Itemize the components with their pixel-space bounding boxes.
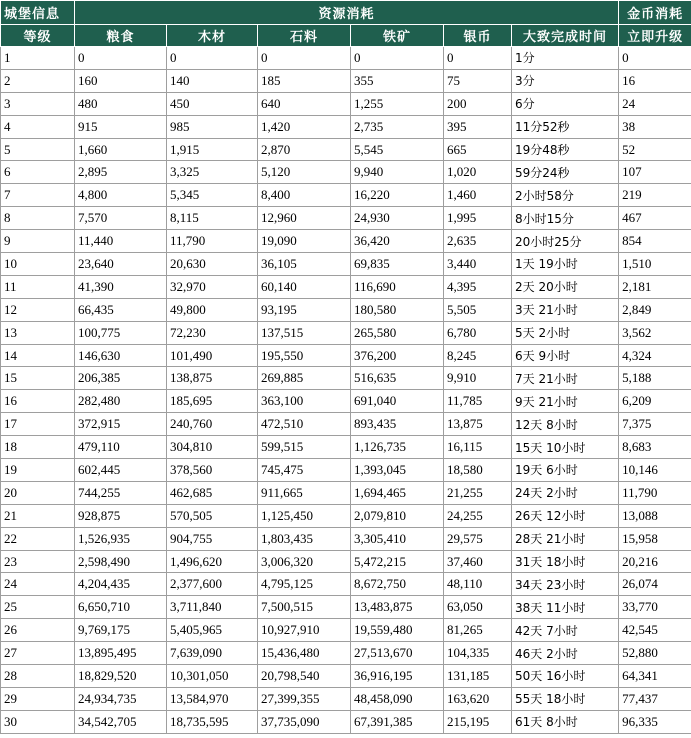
cell-wood: 11,790 [167, 230, 258, 253]
cell-level: 27 [1, 642, 75, 665]
cell-gold: 467 [619, 207, 691, 230]
cell-wood: 240,760 [167, 413, 258, 436]
table-row [1, 436, 691, 459]
cell-silver: 1,460 [444, 184, 512, 207]
cell-silver: 4,395 [444, 275, 512, 298]
cell-iron: 69,835 [351, 253, 444, 276]
cell-level: 21 [1, 504, 75, 527]
cell-iron: 8,672,750 [351, 573, 444, 596]
cell-time: 20小时25分 [512, 230, 619, 253]
cell-level: 22 [1, 527, 75, 550]
cell-food: 744,255 [75, 481, 167, 504]
cell-stone: 185 [258, 69, 351, 92]
cell-wood: 8,115 [167, 207, 258, 230]
cell-time: 6分 [512, 92, 619, 115]
cell-level: 4 [1, 115, 75, 138]
cell-level: 25 [1, 596, 75, 619]
cell-silver: 1,995 [444, 207, 512, 230]
cell-wood: 13,584,970 [167, 687, 258, 710]
cell-gold: 8,683 [619, 436, 691, 459]
cell-time: 9天 21小时 [512, 390, 619, 413]
cell-level: 29 [1, 687, 75, 710]
table-row [1, 413, 691, 436]
cell-level: 11 [1, 275, 75, 298]
cell-time: 42天 7小时 [512, 619, 619, 642]
cell-iron: 691,040 [351, 390, 444, 413]
cell-silver: 37,460 [444, 550, 512, 573]
cell-time: 15天 10小时 [512, 436, 619, 459]
cell-iron: 1,126,735 [351, 436, 444, 459]
cell-level: 8 [1, 207, 75, 230]
cell-gold: 77,437 [619, 687, 691, 710]
cell-silver: 2,635 [444, 230, 512, 253]
cell-level: 19 [1, 459, 75, 482]
table-row [1, 275, 691, 298]
table-row [1, 161, 691, 184]
cell-silver: 21,255 [444, 481, 512, 504]
table-row [1, 115, 691, 138]
cell-silver: 163,620 [444, 687, 512, 710]
cell-level: 9 [1, 230, 75, 253]
cell-stone: 911,665 [258, 481, 351, 504]
cell-silver: 16,115 [444, 436, 512, 459]
cell-wood: 378,560 [167, 459, 258, 482]
column-header-time: 大致完成时间 [512, 25, 619, 47]
cell-level: 13 [1, 321, 75, 344]
cell-stone: 8,400 [258, 184, 351, 207]
cell-stone: 2,870 [258, 138, 351, 161]
table-row [1, 481, 691, 504]
cell-iron: 36,420 [351, 230, 444, 253]
table-row [1, 207, 691, 230]
cell-stone: 745,475 [258, 459, 351, 482]
column-header-stone: 石料 [258, 25, 351, 47]
cell-gold: 1,510 [619, 253, 691, 276]
cell-time: 55天 18小时 [512, 687, 619, 710]
table-row [1, 184, 691, 207]
cell-wood: 3,325 [167, 161, 258, 184]
cell-gold: 219 [619, 184, 691, 207]
table-row [1, 69, 691, 92]
cell-stone: 19,090 [258, 230, 351, 253]
cell-food: 23,640 [75, 253, 167, 276]
cell-gold: 107 [619, 161, 691, 184]
cell-food: 928,875 [75, 504, 167, 527]
cell-wood: 0 [167, 47, 258, 70]
cell-time: 50天 16小时 [512, 665, 619, 688]
cell-silver: 48,110 [444, 573, 512, 596]
cell-silver: 63,050 [444, 596, 512, 619]
cell-food: 282,480 [75, 390, 167, 413]
table-body [1, 47, 691, 734]
table-row [1, 504, 691, 527]
cell-stone: 0 [258, 47, 351, 70]
table-row [1, 550, 691, 573]
cell-wood: 185,695 [167, 390, 258, 413]
cell-food: 479,110 [75, 436, 167, 459]
table-row [1, 47, 691, 70]
cell-stone: 37,735,090 [258, 710, 351, 733]
cell-gold: 2,849 [619, 298, 691, 321]
cell-iron: 1,694,465 [351, 481, 444, 504]
cell-food: 4,204,435 [75, 573, 167, 596]
cell-food: 160 [75, 69, 167, 92]
cell-food: 206,385 [75, 367, 167, 390]
cell-silver: 395 [444, 115, 512, 138]
table-row [1, 642, 691, 665]
cell-time: 38天 11小时 [512, 596, 619, 619]
cell-stone: 10,927,910 [258, 619, 351, 642]
cell-silver: 11,785 [444, 390, 512, 413]
header-group-resource: 资源消耗 [75, 1, 619, 25]
cell-gold: 52 [619, 138, 691, 161]
cell-food: 41,390 [75, 275, 167, 298]
table-row [1, 298, 691, 321]
cell-gold: 3,562 [619, 321, 691, 344]
cell-stone: 137,515 [258, 321, 351, 344]
cell-gold: 24 [619, 92, 691, 115]
cell-time: 24天 2小时 [512, 481, 619, 504]
table-row [1, 230, 691, 253]
cell-level: 24 [1, 573, 75, 596]
cell-stone: 195,550 [258, 344, 351, 367]
cell-gold: 33,770 [619, 596, 691, 619]
cell-silver: 1,020 [444, 161, 512, 184]
cell-iron: 9,940 [351, 161, 444, 184]
cell-wood: 5,405,965 [167, 619, 258, 642]
cell-wood: 10,301,050 [167, 665, 258, 688]
cell-silver: 18,580 [444, 459, 512, 482]
cell-stone: 1,420 [258, 115, 351, 138]
cell-iron: 265,580 [351, 321, 444, 344]
cell-wood: 1,496,620 [167, 550, 258, 573]
cell-iron: 27,513,670 [351, 642, 444, 665]
column-header-food: 粮食 [75, 25, 167, 47]
table-row [1, 253, 691, 276]
cell-time: 6天 9小时 [512, 344, 619, 367]
cell-time: 46天 2小时 [512, 642, 619, 665]
cell-time: 8小时15分 [512, 207, 619, 230]
cell-time: 1天 19小时 [512, 253, 619, 276]
cell-iron: 516,635 [351, 367, 444, 390]
cell-wood: 7,639,090 [167, 642, 258, 665]
cell-iron: 24,930 [351, 207, 444, 230]
cell-stone: 5,120 [258, 161, 351, 184]
cell-gold: 52,880 [619, 642, 691, 665]
cell-stone: 1,803,435 [258, 527, 351, 550]
cell-level: 18 [1, 436, 75, 459]
cell-iron: 376,200 [351, 344, 444, 367]
cell-silver: 5,505 [444, 298, 512, 321]
cell-iron: 355 [351, 69, 444, 92]
cell-gold: 15,958 [619, 527, 691, 550]
column-header-wood: 木材 [167, 25, 258, 47]
column-header-instant-upgrade: 立即升级 [619, 25, 691, 47]
cell-wood: 462,685 [167, 481, 258, 504]
cell-level: 6 [1, 161, 75, 184]
cell-gold: 16 [619, 69, 691, 92]
table-row [1, 619, 691, 642]
cell-stone: 472,510 [258, 413, 351, 436]
cell-level: 2 [1, 69, 75, 92]
cell-time: 34天 23小时 [512, 573, 619, 596]
cell-silver: 665 [444, 138, 512, 161]
table-row [1, 321, 691, 344]
cell-time: 28天 21小时 [512, 527, 619, 550]
cell-time: 5天 2小时 [512, 321, 619, 344]
column-header-silver: 银币 [444, 25, 512, 47]
cell-wood: 32,970 [167, 275, 258, 298]
cell-gold: 5,188 [619, 367, 691, 390]
cell-wood: 140 [167, 69, 258, 92]
cell-food: 2,598,490 [75, 550, 167, 573]
cell-time: 1分 [512, 47, 619, 70]
table-row [1, 459, 691, 482]
cell-food: 146,630 [75, 344, 167, 367]
cell-food: 602,445 [75, 459, 167, 482]
cell-level: 16 [1, 390, 75, 413]
cell-food: 18,829,520 [75, 665, 167, 688]
table-row [1, 573, 691, 596]
cell-silver: 215,195 [444, 710, 512, 733]
table-row [1, 665, 691, 688]
cell-food: 6,650,710 [75, 596, 167, 619]
cell-gold: 2,181 [619, 275, 691, 298]
cell-iron: 5,472,215 [351, 550, 444, 573]
cell-time: 12天 8小时 [512, 413, 619, 436]
cell-wood: 3,711,840 [167, 596, 258, 619]
cell-level: 30 [1, 710, 75, 733]
cell-time: 59分24秒 [512, 161, 619, 184]
cell-time: 11分52秒 [512, 115, 619, 138]
table-row [1, 596, 691, 619]
cell-gold: 10,146 [619, 459, 691, 482]
cell-gold: 4,324 [619, 344, 691, 367]
cell-wood: 985 [167, 115, 258, 138]
cell-food: 7,570 [75, 207, 167, 230]
cell-stone: 20,798,540 [258, 665, 351, 688]
cell-stone: 3,006,320 [258, 550, 351, 573]
cell-food: 9,769,175 [75, 619, 167, 642]
cell-food: 1,526,935 [75, 527, 167, 550]
cell-time: 3天 21小时 [512, 298, 619, 321]
cell-iron: 116,690 [351, 275, 444, 298]
cell-silver: 9,910 [444, 367, 512, 390]
cell-level: 7 [1, 184, 75, 207]
cell-food: 1,660 [75, 138, 167, 161]
cell-gold: 26,074 [619, 573, 691, 596]
header-group-castle: 城堡信息 [1, 1, 75, 25]
cell-food: 480 [75, 92, 167, 115]
cell-wood: 20,630 [167, 253, 258, 276]
column-header-iron: 铁矿 [351, 25, 444, 47]
cell-silver: 75 [444, 69, 512, 92]
cell-wood: 304,810 [167, 436, 258, 459]
cell-wood: 5,345 [167, 184, 258, 207]
cell-level: 28 [1, 665, 75, 688]
cell-iron: 0 [351, 47, 444, 70]
cell-stone: 640 [258, 92, 351, 115]
cell-stone: 363,100 [258, 390, 351, 413]
cell-wood: 72,230 [167, 321, 258, 344]
cell-silver: 6,780 [444, 321, 512, 344]
cell-level: 17 [1, 413, 75, 436]
cell-gold: 38 [619, 115, 691, 138]
cell-time: 26天 12小时 [512, 504, 619, 527]
cell-time: 31天 18小时 [512, 550, 619, 573]
cell-iron: 5,545 [351, 138, 444, 161]
cell-time: 19分48秒 [512, 138, 619, 161]
cell-iron: 1,393,045 [351, 459, 444, 482]
cell-level: 20 [1, 481, 75, 504]
cell-food: 13,895,495 [75, 642, 167, 665]
cell-level: 14 [1, 344, 75, 367]
cell-stone: 15,436,480 [258, 642, 351, 665]
cell-wood: 101,490 [167, 344, 258, 367]
cell-time: 2天 20小时 [512, 275, 619, 298]
header-group-row [1, 1, 691, 25]
table-row [1, 687, 691, 710]
cell-level: 26 [1, 619, 75, 642]
cell-wood: 1,915 [167, 138, 258, 161]
cell-silver: 104,335 [444, 642, 512, 665]
cell-wood: 2,377,600 [167, 573, 258, 596]
cell-iron: 180,580 [351, 298, 444, 321]
cell-silver: 3,440 [444, 253, 512, 276]
cell-gold: 6,209 [619, 390, 691, 413]
cell-gold: 13,088 [619, 504, 691, 527]
cell-level: 5 [1, 138, 75, 161]
cell-stone: 4,795,125 [258, 573, 351, 596]
cell-food: 34,542,705 [75, 710, 167, 733]
cell-stone: 269,885 [258, 367, 351, 390]
column-header-level: 等级 [1, 25, 75, 47]
cell-level: 12 [1, 298, 75, 321]
cell-iron: 19,559,480 [351, 619, 444, 642]
table-row [1, 527, 691, 550]
cell-stone: 27,399,355 [258, 687, 351, 710]
cell-gold: 96,335 [619, 710, 691, 733]
cell-stone: 7,500,515 [258, 596, 351, 619]
cell-silver: 24,255 [444, 504, 512, 527]
cell-food: 2,895 [75, 161, 167, 184]
cell-gold: 7,375 [619, 413, 691, 436]
cell-food: 24,934,735 [75, 687, 167, 710]
table-row [1, 138, 691, 161]
table-row [1, 367, 691, 390]
cell-iron: 2,079,810 [351, 504, 444, 527]
header-column-row [1, 25, 691, 47]
cell-level: 1 [1, 47, 75, 70]
cell-silver: 200 [444, 92, 512, 115]
cell-wood: 570,505 [167, 504, 258, 527]
cell-food: 372,915 [75, 413, 167, 436]
cell-iron: 893,435 [351, 413, 444, 436]
cell-stone: 1,125,450 [258, 504, 351, 527]
cell-level: 23 [1, 550, 75, 573]
cell-wood: 18,735,595 [167, 710, 258, 733]
cell-wood: 49,800 [167, 298, 258, 321]
cell-gold: 854 [619, 230, 691, 253]
cell-stone: 36,105 [258, 253, 351, 276]
table-header [1, 1, 691, 47]
cell-time: 2小时58分 [512, 184, 619, 207]
cell-silver: 81,265 [444, 619, 512, 642]
cell-food: 915 [75, 115, 167, 138]
cell-food: 11,440 [75, 230, 167, 253]
cell-gold: 11,790 [619, 481, 691, 504]
table-row [1, 344, 691, 367]
cell-gold: 42,545 [619, 619, 691, 642]
cell-time: 3分 [512, 69, 619, 92]
cell-time: 19天 6小时 [512, 459, 619, 482]
cell-level: 10 [1, 253, 75, 276]
cell-iron: 67,391,385 [351, 710, 444, 733]
cell-gold: 64,341 [619, 665, 691, 688]
cell-gold: 0 [619, 47, 691, 70]
cell-stone: 12,960 [258, 207, 351, 230]
cell-food: 4,800 [75, 184, 167, 207]
cell-silver: 8,245 [444, 344, 512, 367]
cell-level: 3 [1, 92, 75, 115]
cell-gold: 20,216 [619, 550, 691, 573]
cell-wood: 904,755 [167, 527, 258, 550]
cell-silver: 0 [444, 47, 512, 70]
table-row [1, 92, 691, 115]
cell-iron: 13,483,875 [351, 596, 444, 619]
cell-wood: 138,875 [167, 367, 258, 390]
cell-stone: 60,140 [258, 275, 351, 298]
cell-wood: 450 [167, 92, 258, 115]
cell-stone: 93,195 [258, 298, 351, 321]
cell-time: 7天 21小时 [512, 367, 619, 390]
cell-iron: 3,305,410 [351, 527, 444, 550]
cell-silver: 13,875 [444, 413, 512, 436]
header-group-gold: 金币消耗 [619, 1, 691, 25]
cell-silver: 29,575 [444, 527, 512, 550]
cell-level: 15 [1, 367, 75, 390]
table-row [1, 710, 691, 733]
cell-food: 0 [75, 47, 167, 70]
cell-time: 61天 8小时 [512, 710, 619, 733]
cell-iron: 2,735 [351, 115, 444, 138]
cell-silver: 131,185 [444, 665, 512, 688]
cell-stone: 599,515 [258, 436, 351, 459]
table-row [1, 390, 691, 413]
cell-iron: 16,220 [351, 184, 444, 207]
cell-food: 66,435 [75, 298, 167, 321]
cell-iron: 48,458,090 [351, 687, 444, 710]
cell-food: 100,775 [75, 321, 167, 344]
cell-iron: 36,916,195 [351, 665, 444, 688]
cell-iron: 1,255 [351, 92, 444, 115]
